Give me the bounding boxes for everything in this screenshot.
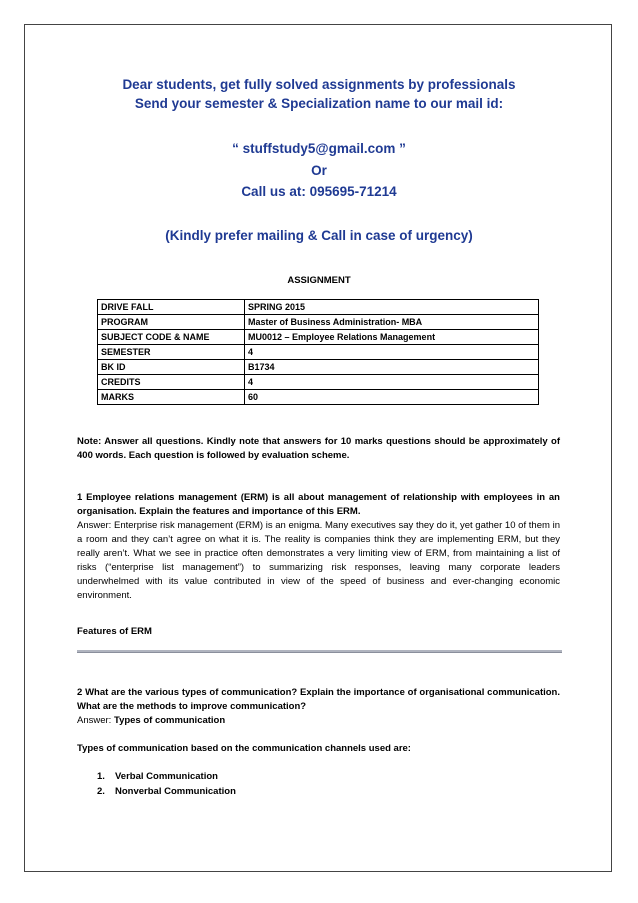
promo-call: Call us at: 095695-71214 (241, 184, 397, 199)
list-item (97, 770, 236, 785)
types-list (97, 770, 236, 799)
list-number: 2. (97, 785, 105, 797)
table-value: 60 (245, 390, 539, 405)
table-value: MU0012 – Employee Relations Management (245, 330, 539, 345)
q1-question: 1 Employee relations management (ERM) is all about management of relationship with employees in an organisation. Explain the features and importance of this ERM. (77, 492, 560, 517)
table-row (98, 360, 539, 375)
list-number: 1. (97, 771, 105, 782)
q2-types-heading: Types of communication based on the communication channels used are: (77, 743, 411, 754)
list-item (97, 785, 236, 800)
table-key: BK ID (98, 360, 245, 375)
table-row (98, 345, 539, 360)
q1-features-heading: Features of ERM (77, 626, 152, 637)
assignment-title: ASSIGNMENT (287, 275, 351, 286)
table-value: B1734 (245, 360, 539, 375)
table-key: PROGRAM (98, 315, 245, 330)
q2-answer-label: Answer: (77, 715, 112, 726)
promo-line-1: Dear students, get fully solved assignments by professionals (122, 77, 516, 92)
assignment-info-table (97, 299, 539, 405)
promo-line-2: Send your semester & Specialization name to our mail id: (134, 96, 504, 111)
table-row (98, 330, 539, 345)
q1-answer: Answer: Enterprise risk management (ERM) is an enigma. Many executives say they do it, yet gather 10 of them in a room and they can’t agree on what it is. The reality is companies think they are implementing ERM, but they really aren’t. What we see in practice often demonstrates a very limiting view of ERM, from maintaining a list of risks (“enterprise list management”) to summarizing risk responses, leaving many corporate leaders underwhelmed with its value contributed in view of the speed of business and ever-changing economic environment. (77, 520, 560, 601)
table-key: DRIVE FALL (98, 300, 245, 315)
promo-email: “ stuffstudy5@gmail.com ” (232, 141, 406, 156)
table-value: SPRING 2015 (245, 300, 539, 315)
table-value: 4 (245, 375, 539, 390)
list-label: Verbal Communication (115, 771, 218, 782)
q2-question: 2 What are the various types of communication? Explain the importance of organisational communication. What are the methods to improve communication? (77, 687, 560, 712)
table-row (98, 315, 539, 330)
assignment-note: Note: Answer all questions. Kindly note that answers for 10 marks questions should be approximately of 400 words. Each question is followed by evaluation scheme. (77, 436, 560, 461)
table-key: SEMESTER (98, 345, 245, 360)
table-key: SUBJECT CODE & NAME (98, 330, 245, 345)
table-key: CREDITS (98, 375, 245, 390)
q2-answer-heading: Types of communication (113, 715, 226, 726)
table-row (98, 300, 539, 315)
table-key: MARKS (98, 390, 245, 405)
list-label: Nonverbal Communication (115, 785, 236, 797)
table-value: Master of Business Administration- MBA (245, 315, 539, 330)
table-row (98, 390, 539, 405)
table-row (98, 375, 539, 390)
q2-answer-line (77, 714, 560, 728)
promo-or: Or (311, 163, 327, 178)
table-value: 4 (245, 345, 539, 360)
promo-note: (Kindly prefer mailing & Call in case of urgency) (165, 228, 473, 243)
section-divider (77, 650, 562, 653)
